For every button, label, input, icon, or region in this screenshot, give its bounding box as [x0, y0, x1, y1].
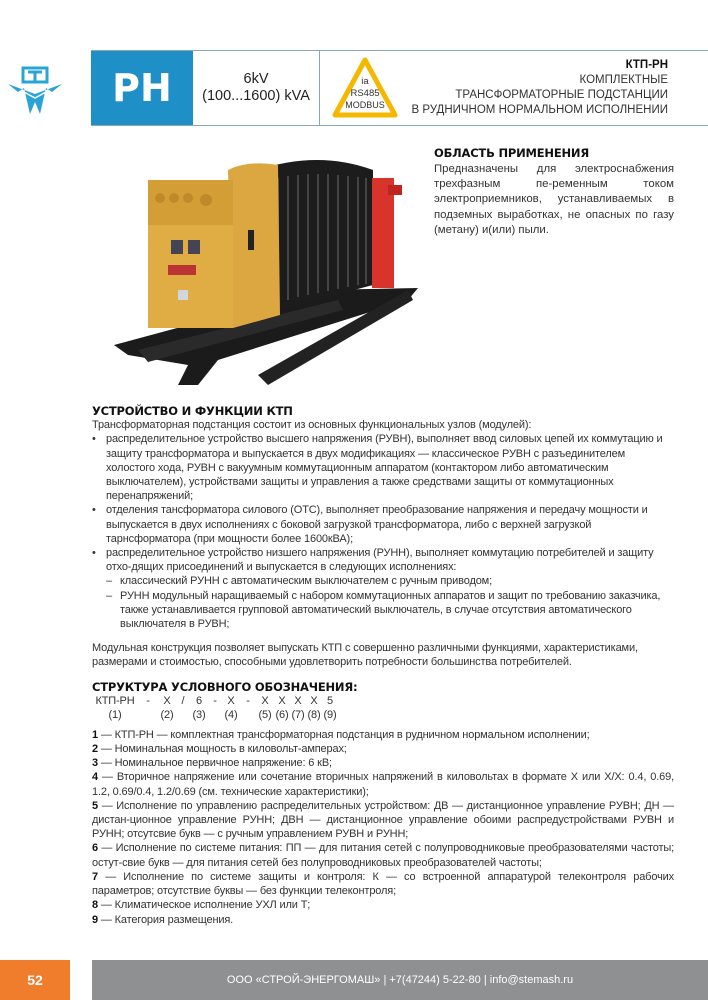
legend-item: 6 — Исполнение по системе питания: ПП — для питания сетей с полупроводниковые преобразователями частоты; остут-свие букв — для питания сетей без полупроводниковых преобразователей частоты; [92, 842, 674, 869]
application-heading: ОБЛАСТЬ ПРИМЕНЕНИЯ [434, 146, 590, 160]
runn-variant-item: – РУНН модульный наращиваемый с набором коммутационных аппаратов и защит по требованию заказчика, также устанавливается групповой автоматический выключатель, в случае отсутствия автоматического выключателя в РУВН; [106, 589, 674, 632]
code-part: X [227, 694, 235, 707]
title-line-3: В РУДНИЧНОМ НОРМАЛЬНОМ ИСПОЛНЕНИИ [411, 104, 668, 116]
designation-legend [92, 728, 674, 927]
code-index: (8) [307, 708, 321, 721]
main-content [92, 404, 674, 927]
product-photo [108, 140, 420, 395]
product-header [91, 50, 708, 126]
code-index [240, 708, 256, 722]
legend-item: 5 — Исполнение по управлению распределительных устройством: ДВ — дистанционное управление РУВН; ДН — дистан-ционное управление РУНН; ДВН — дистанционное управление обоими распредустройствами РУВН и РУНН; отсутсвие букв — с ручным управлением РУВН и РУНН; [92, 799, 674, 841]
runn-variant-item: – классический РУНН с автоматическим выключателем с ручным приводом; [106, 574, 674, 588]
code-index: (7) [291, 708, 305, 721]
code-part: / [181, 694, 185, 707]
code-part: 6 [196, 694, 202, 707]
module-item: • отделения тансформатора силового (ОТС), выполняет преобразование напряжения и передачу мощности и выпускается в двух исполнениях с боковой загрузкой трансформатора, либо с верхней загрузкой тарнсформатора (при мощности более 1600кВА); [92, 503, 674, 546]
legend-item: 4 — Вторичное напряжение или сочетание вторичных напряжений в киловольтах в формате X или X/X: 0.4, 0.69, 1.2, 0.69/0.4, 1.2/0.69 (см. технические характеристики); [92, 771, 674, 798]
spec-block [193, 51, 320, 125]
module-item [92, 546, 674, 631]
code-part: X [294, 694, 302, 707]
legend-item: 1 — КТП-РН — комплектная трансформаторная подстанция в рудничном нормальном исполнении; [92, 728, 590, 741]
module-item: • распределительное устройство высшего напряжения (РУВН), выполняет ввод силовых цепей их коммутацию и защиту трансформатора и выпускается в двух модификациях — классическое РУВН с разъединителем холостого хода, РУВН с вакуумным коммутационным аппаратом (контактором либо автоматическим выключателем), устройствами защиты и управления а также средствами защиты от коммутационных перенапряжений; [92, 432, 674, 503]
company-logo-icon [6, 62, 64, 122]
footer-contact-text: ООО «СТРОЙ-ЭНЕРГОМАШ» | +7(47244) 5-22-80 | info@stemash.ru [226, 974, 574, 986]
code-part: X [278, 694, 286, 707]
code-index: (6) [275, 708, 289, 721]
title-line-1: КОМПЛЕКТНЫЕ [579, 74, 668, 86]
code-index: (1) [108, 708, 122, 721]
title-line-2: ТРАНСФОРМАТОРНЫЕ ПОДСТАНЦИИ [455, 89, 668, 101]
safety-badge [320, 51, 410, 125]
application-section [434, 146, 674, 238]
code-index: (9) [323, 708, 337, 721]
code-part: - [246, 694, 250, 707]
company-logo [6, 62, 64, 122]
power-range-label: (100...1600) kVA [202, 88, 310, 104]
code-index: (5) [258, 708, 272, 721]
product-title [410, 51, 708, 125]
device-closing: Модульная конструкция позволяет выпускать КТП с совершенно различными функциями, характеристиками, размерами и стоимостью, способными удовлетворить потребности большинства потребителей. [92, 642, 638, 669]
code-part: КТП-РН [95, 694, 135, 707]
voltage-label: 6kV [243, 71, 269, 87]
legend-item: 8 — Климатическое исполнение УХЛ или Т; [92, 899, 311, 912]
model-badge: PH [91, 51, 193, 125]
legend-item: 9 — Категория размещения. [92, 913, 234, 926]
code-part: X [261, 694, 269, 707]
badge-line-3: MODBUS [345, 100, 385, 110]
code-index: (3) [192, 708, 206, 721]
designation-heading: СТРУКТУРА УСЛОВНОГО ОБОЗНАЧЕНИЯ: [92, 679, 358, 694]
transformer-illustration [108, 140, 420, 395]
warning-triangle-icon [330, 55, 400, 121]
device-heading: УСТРОЙСТВО И ФУНКЦИИ КТП [92, 404, 293, 418]
designation-code-row [92, 694, 674, 708]
legend-item: 7 — Исполнение по системе защиты и контроля: К — со встроенной аппаратурой телеконтроля рабочих параметров; отсутствие буквы — без функции телеконтроля; [92, 870, 674, 898]
code-index [138, 708, 158, 722]
module-list [92, 432, 674, 631]
badge-line-1: ia [361, 76, 369, 87]
legend-item: 2 — Номинальная мощность в киловольт-амперах; [92, 743, 347, 756]
runn-variants-list [106, 574, 674, 631]
code-index [176, 708, 190, 722]
module-item-text: распределительное устройство низшего напряжения (РУНН), выполняет коммутацию потребителей и защиту отхо-дящих присоединений и выпускается в следующих исполнениях: [106, 547, 654, 574]
footer-contact [92, 960, 708, 1000]
code-index: (2) [160, 708, 174, 721]
legend-item: 3 — Номинальное первичное напряжение: 6 кВ; [92, 757, 332, 770]
page-number: 52 [0, 960, 70, 1000]
code-index: (4) [224, 708, 238, 721]
code-part: 5 [327, 694, 333, 707]
device-intro: Трансформаторная подстанция состоит из основных функциональных узлов (модулей): [92, 419, 532, 432]
badge-line-2: RS485 [350, 88, 380, 99]
code-part: X [163, 694, 171, 707]
code-index [208, 708, 222, 722]
application-text: Предназначены для электроснабжения трехфазным пе-ременным током электроприемников, устанавливаемых в подземных выработках, не опасных по газу (метану) и(или) пыли. [434, 163, 674, 236]
code-part: - [146, 694, 150, 707]
product-code: КТП-РН [625, 59, 668, 71]
code-part: - [213, 694, 217, 707]
designation-index-row [92, 708, 674, 722]
code-part: X [310, 694, 318, 707]
